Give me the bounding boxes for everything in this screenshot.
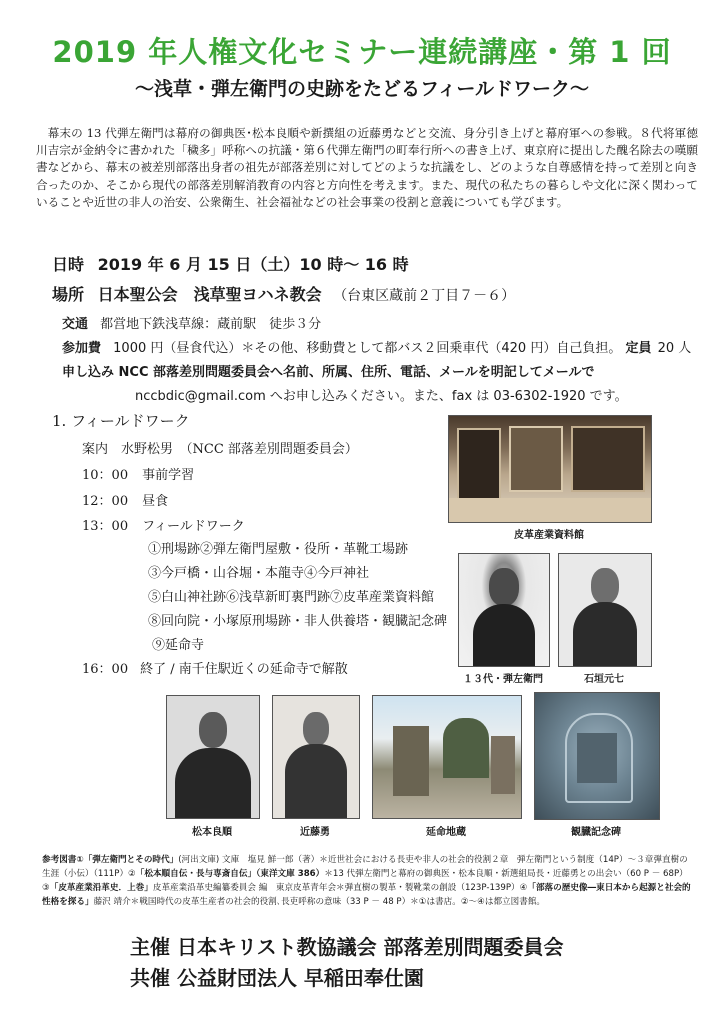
event-traffic xyxy=(62,313,321,332)
datetime-label: 日時 xyxy=(52,255,85,274)
datetime-value: 2019 年 6 月 15 日（土）10 時～ 16 時 xyxy=(97,255,409,274)
organizer: 主催 日本キリスト教協議会 部落差別問題委員会 xyxy=(130,935,564,959)
ref-title: 「部落の歴史像―東日本から起源と社会的性格を探る」 xyxy=(42,883,691,907)
intro-paragraph xyxy=(36,125,698,211)
schedule-item xyxy=(82,464,194,483)
schedule-time: 10：00 xyxy=(82,468,129,483)
ref-text: (河出文庫) 文庫 塩見 鮮一郎（著）＊近世社会における長吏や非人の社会的役割２章 弾左衛門という制度（14P）～３ xyxy=(178,855,645,865)
ishigaki-portrait xyxy=(558,553,652,667)
danzaemon-portrait xyxy=(458,553,550,667)
fieldwork-title: 1. フィールドワーク xyxy=(52,412,190,430)
event-place xyxy=(52,282,515,305)
traffic-value: 都営地下鉄浅草線：蔵前駅 徒歩３分 xyxy=(100,317,322,332)
place-address: （台東区蔵前２丁目７－６） xyxy=(333,288,516,304)
route-item: ⑧回向院・小塚原刑場跡・非人供養塔・観臓記念碑 xyxy=(148,614,448,629)
route-item: ③今戸橋・山谷堀・本龍寺④今戸神社 xyxy=(148,566,370,581)
ref-text: 皮革産業沿革史編纂委員会 編 東京皮革青年会＊弾直樹の製革・製靴業の創設（123P-139P）④ xyxy=(152,883,528,893)
intro-text: に提出した醜名除去の嘆願書などから、幕末の被差別部落出身者の祖先が部落差別に対してどのような抗議をし、 xyxy=(36,143,698,175)
traffic-label: 交通 xyxy=(62,317,89,332)
fee-label: 参加費 xyxy=(62,341,102,356)
fieldwork-guide: 案内 水野松男 （NCC 部落差別問題委員会） xyxy=(82,442,358,457)
contact-email: nccbdic@gmail.com へお申し込みください。また、fax は 03-6302-1920 です。 xyxy=(135,389,628,404)
ref-text: ＊13 代弾左衛門と幕府の御典医・松本良順・新選組局長・近藤勇との出会 xyxy=(324,869,613,879)
page-title: 2019 年人権文化セミナー連続講座・第 1 回 xyxy=(52,35,672,69)
ref-label: 参考図書① xyxy=(42,855,84,865)
ishigaki-caption: 石垣元七 xyxy=(584,674,624,685)
kondo-portrait xyxy=(272,695,360,819)
schedule-item xyxy=(82,515,245,534)
event-datetime xyxy=(52,252,409,275)
intro-text: どのような自尊感情を持って差別と向き合ったのか、そこから現代の部落差別解消教育の内容と方向性を考えま xyxy=(36,160,698,192)
museum-photo xyxy=(448,415,652,523)
ref-text: 藤沢 靖介＊戦国時代の皮革生産者の社会的役割､長吏呼称の意味（33 P － 48 P）＊①は書店。②～④は都立図書館。 xyxy=(93,897,546,907)
schedule-text: フィールドワーク xyxy=(142,519,245,534)
ref-text: 章弾直樹の生涯（小伝）（111P）② xyxy=(42,855,688,879)
ref-title: 「弾左衛門とその時代」 xyxy=(83,855,179,865)
event-fee xyxy=(62,337,691,356)
intro-text: 幕末の 13 代弾左衛門は幕府の御典医･松本良順や新撰組の近藤勇などと交流、身分引き上げと幕府軍への参戦。 xyxy=(47,126,640,140)
place-label: 場所 xyxy=(52,285,85,304)
intro-text: ８代将軍徳川吉宗が金納令に書かれた「穢多」呼称への抗議・第６代弾左衛門の町奉行所への書き上げ、東京府 xyxy=(36,126,698,158)
museum-caption: 皮革産業資料館 xyxy=(514,530,584,541)
capacity-label: 定員 xyxy=(625,341,652,356)
schedule-text: 昼食 xyxy=(142,494,169,509)
place-value: 日本聖公会 浅草聖ヨハネ教会 xyxy=(97,285,322,304)
fee-value: 1000 円（昼食代込）＊その他、移動費として都バス２回乗車代（420 円）自己負担。 xyxy=(113,341,622,356)
capacity-value: 20 人 xyxy=(657,341,692,356)
co-organizer: 共催 公益財団法人 早稲田奉仕園 xyxy=(130,966,424,990)
apply-instructions: 申し込み NCC 部落差別問題委員会へ名前、所属、住所、電話、メールを明記してメールで xyxy=(62,365,595,380)
route-item: ①刑場跡②弾左衛門屋敷・役所・革靴工場跡 xyxy=(148,542,409,557)
intro-text: す。また、現代の私たちの暮らしや文化に深く関わっていることや近世の非人の治安、公衆衛生、社会福祉など xyxy=(36,177,698,209)
schedule-item xyxy=(82,490,168,509)
monument-caption: 観臓記念碑 xyxy=(571,827,621,838)
ref-title: 「松本順自伝・長与専斎自伝」（東洋文庫 386） xyxy=(135,869,325,879)
jizo-photo xyxy=(372,695,522,819)
route-item: ⑤白山神社跡⑥浅草新町裏門跡⑦皮革産業資料館 xyxy=(148,590,435,605)
ref-text: い（60 P － 68P）③ xyxy=(42,869,688,893)
schedule-time: 16：00 xyxy=(82,662,129,677)
monument-photo xyxy=(534,692,660,820)
reference-books xyxy=(42,853,692,909)
schedule-text: 終了 / 南千住駅近くの延命寺で解散 xyxy=(140,662,348,677)
route-item: ⑨延命寺 xyxy=(152,638,205,653)
jizo-caption: 延命地蔵 xyxy=(426,827,466,838)
danzaemon-caption: １３代・弾左衛門 xyxy=(463,674,543,685)
kondo-caption: 近藤勇 xyxy=(300,827,330,838)
matsumoto-caption: 松本良順 xyxy=(192,827,232,838)
schedule-time: 12：00 xyxy=(82,494,129,509)
schedule-item xyxy=(82,658,348,677)
ref-title: 「皮革産業沿革史．上巻」 xyxy=(49,883,153,893)
intro-text: の社会事業の役割と意義についても学びます。 xyxy=(325,194,569,209)
matsumoto-portrait xyxy=(166,695,260,819)
page-subtitle: ～浅草・弾左衛門の史跡をたどるフィールドワーク～ xyxy=(134,78,590,100)
schedule-text: 事前学習 xyxy=(142,468,195,483)
schedule-time: 13：00 xyxy=(82,519,129,534)
